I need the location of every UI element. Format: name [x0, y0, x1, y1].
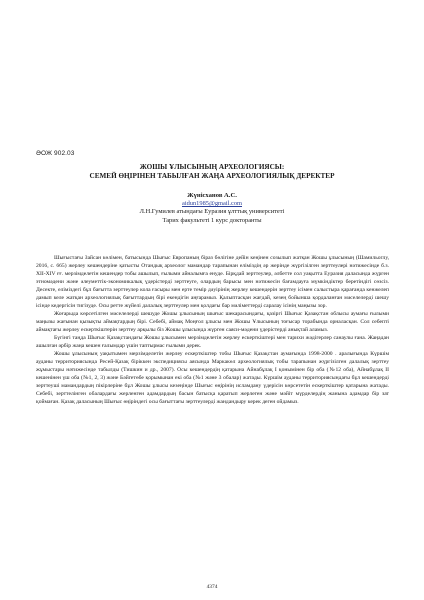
author-name: Жүнісханов А.С. — [187, 192, 237, 199]
udc-code: ӘОЖ 902.03 — [36, 150, 75, 157]
body-text — [36, 254, 389, 406]
paragraph: Жошы ұлысының уақытымен мерзімделетін жерлеу ескерткіштер тобы Шығыс Қазақстан аумағында 1998-2000 . аралығында Күршім ауданы территориясында Ресей-Қазақ біріккен экспедициясы аясында Маркакөл археологиялық тобы тарапынан жүргізілген далалық зерттеу жұмыстары нәтижесінде табылды (Тишкин и др., 2007). Осы кешендердің қатарына Айнабұлақ І қонымінен бір оба (№12 оба), Айнабұлақ ІІ кешенінен үш оба (№1, 2, 3) және Бәйгетөбе қорымынан екі оба (№1 және 3 обалар) жатады. Күршім ауданы территориясындағы бұл кешендерді зерттеуші мамандардың пікірлеріне бұл Жошы ұлысы кезеңінде Шығыс өңірінің исламдану үдерісін көрсететін ескерткіштер қатарына жатады. Себебі, зерттелінген обалардағы жерленген адамдардың басын батысқа қаратып жерлеген және мәйіт мүрделердің жанына адамдар бір зат қоймаған. Қазақ даласының Шығыс өңіріндегі осы бағыттағы зерттеулерді жандандыру керек деген ойдамыз. — [36, 351, 389, 405]
author-affiliation: Л.Н.Гумилев атындағы Еуразия ұлттық университеті — [139, 208, 285, 216]
author-block — [40, 192, 384, 225]
title-line-1: ЖОШЫ ҰЛЫСЫНЫҢ АРХЕОЛОГИЯСЫ: — [139, 163, 285, 171]
paragraph: Бүгінгі таңда Шығыс Қазақстандағы Жошы ұлысымен мерзімделетін жерлеу ескерткіштері мен тарихи жәдігерлер санаулы ғана. Жаңадан ашылған әрбір жаңа кешен ғалымдар үшін таптырмас ғылыми дерек. — [36, 335, 389, 349]
author-position: Тарих факультеті 1 курс докторанты — [162, 216, 262, 224]
title-line-2: СЕМЕЙ ӨҢІРІНЕН ТАБЫЛҒАН ЖАҢА АРХЕОЛОГИЯЛЫҚ ДЕРЕКТЕР — [89, 172, 335, 180]
paper-title — [40, 163, 384, 181]
paragraph: Шығыстағы Зайсан көлімен, батысында Шығыс Европаның біраз бөлігіне дейін кеңінен созылып жатқан Жошы ұлысының (Шамильоглу, 2016, с. 665) жерлеу кешендеріне қатысты Отандық археолог мамандар тарапынан еліміздің әр жерінде жүргізілген зерттеулері нәтижесінде б.з. ХІІ-ХІV ғғ. мерзімделетін кешендер тобы ашылып, ғылыми айналымға енуде. Бірқдай зерттеулер, әлбетте сол уақытта Еуразия даласында жүрген этномәдени және әлеуметтік-экономикалық үдерістерді зерттеуге, олардың барысы мен нәтижесін бағамдауға мүмкіндіктер беретіндігі сөзсіз. Десекте, еліміздегі бұл бағытта зерттеулер кола ғасыры мен ерте темір дәуірінің жерлеу кешендерін зерттеу ісімен салыстыра қарағанда кенжелеп дамып келе жатқан археологиялық бағыттардың бірі екендігін аңғарамыз. Қалыптасқан жағдай, кезең бойынша қордаланған мәселелерді шешу ісінде кедергісін тигізуде. Осы ретте жүйелі далалық зерттеулер мен қолдағы бар мәліметтерді саралау ісінің маңызы зор. — [36, 255, 389, 309]
paragraph: Жоғарыда көрсетілген мәселелерді шешуде Жошы ұлысының шығыс шекарасындағы, қазіргі Шығыс Қазақстан облысы аумағы ғылыми маңызы жағынан қызықты аймақтардың бірі. Себебі, аймақ Моңғол ұлысы мен Жошы Ұлысының тоғысар торабында орналасқан. Сол себепті аймақтағы жерлеу ескерткіштерін зерттеу арқылы біз Жошы ұлысында жүрген саяси-мәдени үдерістерді анықтай аламыз. — [36, 311, 389, 333]
author-email-link[interactable]: aidun1985@gmail.com — [181, 200, 243, 208]
page-number: 4374 — [206, 584, 218, 590]
